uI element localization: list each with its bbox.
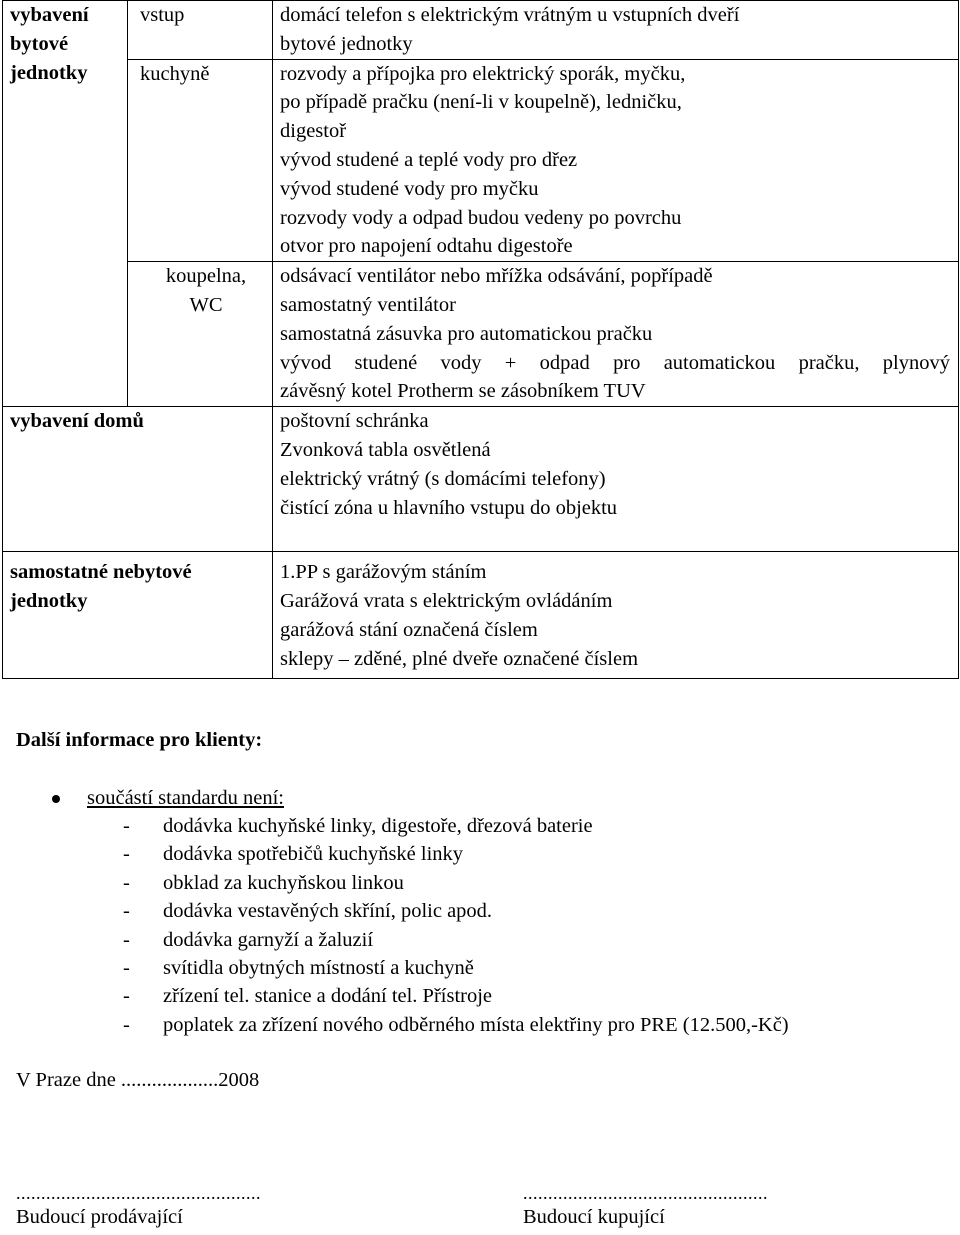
item-line: Zvonková tabla osvětlená (280, 438, 491, 461)
equipment-table (2, 0, 959, 679)
dash-marker: - (123, 815, 130, 837)
list-item (123, 869, 789, 897)
list-item-text: dodávka vestavěných skříní, polic apod. (163, 900, 493, 923)
bullet-item (52, 784, 284, 812)
dash-marker: - (123, 843, 130, 866)
list-item (123, 954, 789, 982)
list-item (123, 926, 789, 954)
item-line: vývod studené a teplé vody pro dřez (280, 148, 578, 171)
list-item-text: dodávka spotřebičů kuchyňské linky (163, 843, 464, 866)
room-name: WC (189, 293, 223, 316)
item-line: digestoř (280, 120, 347, 143)
item-line: 1.PP s garážovým stáním (280, 561, 487, 584)
item-line: sklepy – zděné, plné dveře označené číslem (280, 647, 639, 670)
item-line: samostatný ventilátor (280, 293, 456, 316)
dash-marker: - (123, 900, 130, 923)
list-item-text: obklad za kuchyňskou linkou (163, 871, 404, 894)
item-line: rozvody vody a odpad budou vedeny po povrchu (280, 206, 682, 229)
item-line: poštovní schránka (280, 410, 429, 433)
room-items-kuchyne (273, 59, 959, 262)
item-line: garážová stání označená číslem (280, 618, 538, 641)
list-item-text: zřízení tel. stanice a dodání tel. Přístroje (163, 985, 493, 1008)
section-label-unit (3, 1, 128, 407)
list-item-text: svítidla obytných místností a kuchyně (163, 957, 474, 980)
excluded-list (123, 812, 789, 1039)
list-item (123, 982, 789, 1010)
room-label-kuchyne (128, 59, 273, 262)
signature-seller (16, 1183, 261, 1231)
nebytove-items (273, 552, 959, 679)
room-items-vstup (273, 1, 959, 60)
room-label-koupelna (128, 262, 273, 407)
item-line: bytové jednotky (280, 32, 413, 55)
item-line: Garážová vrata s elektrickým ovládáním (280, 589, 613, 612)
room-name: koupelna, (165, 265, 247, 288)
section-label-line: samostatné nebytové (10, 561, 192, 584)
list-item (123, 812, 789, 840)
section-label-line: bytové (10, 32, 69, 55)
room-items-koupelna (273, 262, 959, 407)
item-line: domácí telefon s elektrickým vrátným u vstupních dveří (280, 4, 740, 26)
item-line: elektrický vrátný (s domácími telefony) (280, 467, 606, 490)
domy-items (273, 407, 959, 552)
list-item (123, 1011, 789, 1039)
item-line: po případě pračku (není-li v koupelně), ledničku, (280, 91, 682, 114)
dash-marker: - (123, 957, 130, 980)
list-item-text: dodávka garnyží a žaluzií (163, 928, 374, 951)
bullet-icon (52, 795, 60, 803)
signature-label: Budoucí kupující (523, 1206, 665, 1228)
item-line: odsávací ventilátor nebo mřížka odsávání, popřípadě (280, 265, 713, 288)
dash-marker: - (123, 871, 130, 894)
section-label-line: vybavení domů (10, 410, 144, 433)
section-label-domy (3, 407, 273, 552)
item-line: vývod studené vody pro myčku (280, 177, 539, 200)
dash-marker: - (123, 985, 130, 1008)
room-name: vstup (140, 4, 185, 26)
bullet-label: součástí standardu není: (87, 787, 284, 809)
signature-buyer (523, 1183, 768, 1231)
dash-marker: - (123, 928, 130, 951)
list-item-text: poplatek za zřízení nového odběrného místa elektřiny pro PRE (12.500,-Kč) (163, 1013, 789, 1036)
section-label-nebytove (3, 552, 273, 679)
item-line: čistící zóna u hlavního vstupu do objektu (280, 496, 618, 519)
section-label-line: jednotky (10, 61, 88, 84)
section-label-line: jednotky (10, 589, 88, 612)
section-label-line: vybavení (10, 4, 89, 26)
signature-line: ................................................. (523, 1183, 768, 1203)
item-line: vývod studené vody + odpad pro automatickou pračku, plynový (280, 351, 950, 374)
item-line: otvor pro napojení odtahu digestoře (280, 235, 573, 258)
item-line: rozvody a přípojka pro elektrický sporák, myčku, (280, 62, 686, 85)
dash-marker: - (123, 1013, 130, 1036)
item-line: závěsný kotel Protherm se zásobníkem TUV (280, 380, 646, 403)
list-item (123, 897, 789, 925)
list-item-text: dodávka kuchyňské linky, digestoře, dřezová baterie (163, 815, 593, 837)
list-item (123, 840, 789, 868)
item-line: samostatná zásuvka pro automatickou pračku (280, 322, 653, 345)
room-name: kuchyně (140, 62, 210, 85)
info-heading: Další informace pro klienty: (16, 729, 263, 751)
place-date: V Praze dne ...................2008 (16, 1069, 260, 1091)
signature-line: ................................................. (16, 1183, 261, 1203)
room-label-vstup (128, 1, 273, 60)
signature-label: Budoucí prodávající (16, 1206, 183, 1228)
